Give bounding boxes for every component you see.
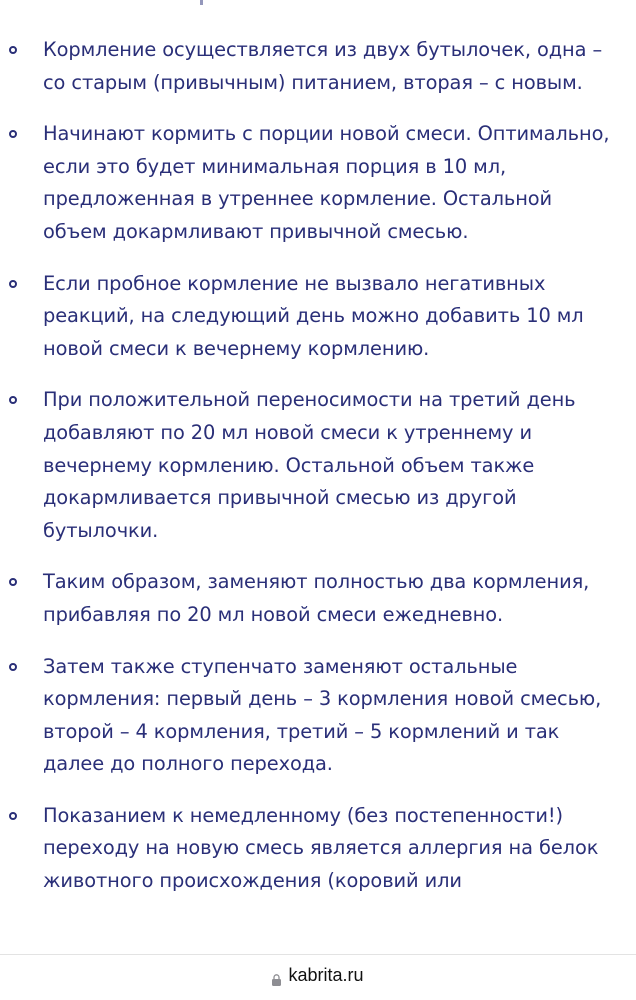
instruction-list <box>0 34 636 917</box>
list-item <box>0 566 636 631</box>
hollow-circle-bullet-icon <box>9 280 17 288</box>
list-item <box>0 800 636 898</box>
hollow-circle-bullet-icon <box>9 578 17 586</box>
list-item-text: Затем также ступенчато заменяют остальные кормления: первый день – 3 кормления новой смесью, второй – 4 кормления, третий – 5 кормлений и так далее до полного перехода. <box>43 654 602 776</box>
hollow-circle-bullet-icon <box>9 812 17 820</box>
list-item-text: Начинают кормить с порции новой смеси. Оптимально, если это будет минимальная порция в 10 мл, предложенная в утреннее кормление. Остальной объем докармливают привычной смесью. <box>43 122 610 243</box>
list-item <box>0 651 636 781</box>
list-item-text: При положительной переносимости на третий день добавляют по 20 мл новой смеси к утреннему и вечернему кормлению. Остальной объем также докармливается привычной смесью из другой бутылочки. <box>43 388 576 542</box>
list-item <box>0 118 636 248</box>
hollow-circle-bullet-icon <box>9 663 17 671</box>
list-item-text: Показанием к немедленному (без постепенности!) переходу на новую смесь является аллергия на белок животного происхождения (коровий или <box>43 803 599 893</box>
list-item <box>0 34 636 99</box>
hollow-circle-bullet-icon <box>9 396 17 404</box>
list-item <box>0 268 636 366</box>
list-item-text: Таким образом, заменяют полностью два кормления, прибавляя по 20 мл новой смеси ежедневно. <box>43 570 590 626</box>
list-item-text: Если пробное кормление не вызвало негативных реакций, на следующий день можно добавить 10 мл новой смеси к вечернему кормлению. <box>43 271 584 360</box>
hollow-circle-bullet-icon <box>9 130 17 138</box>
cropped-text-fragment <box>200 0 203 5</box>
hollow-circle-bullet-icon <box>9 46 17 54</box>
url-domain[interactable]: kabrita.ru <box>288 965 364 985</box>
list-item <box>0 384 636 547</box>
list-item-text: Кормление осуществляется из двух бутылочек, одна – со старым (привычным) питанием, вторая – с новым. <box>43 38 603 94</box>
lock-icon <box>272 971 281 983</box>
browser-address-bar[interactable] <box>0 954 636 1000</box>
